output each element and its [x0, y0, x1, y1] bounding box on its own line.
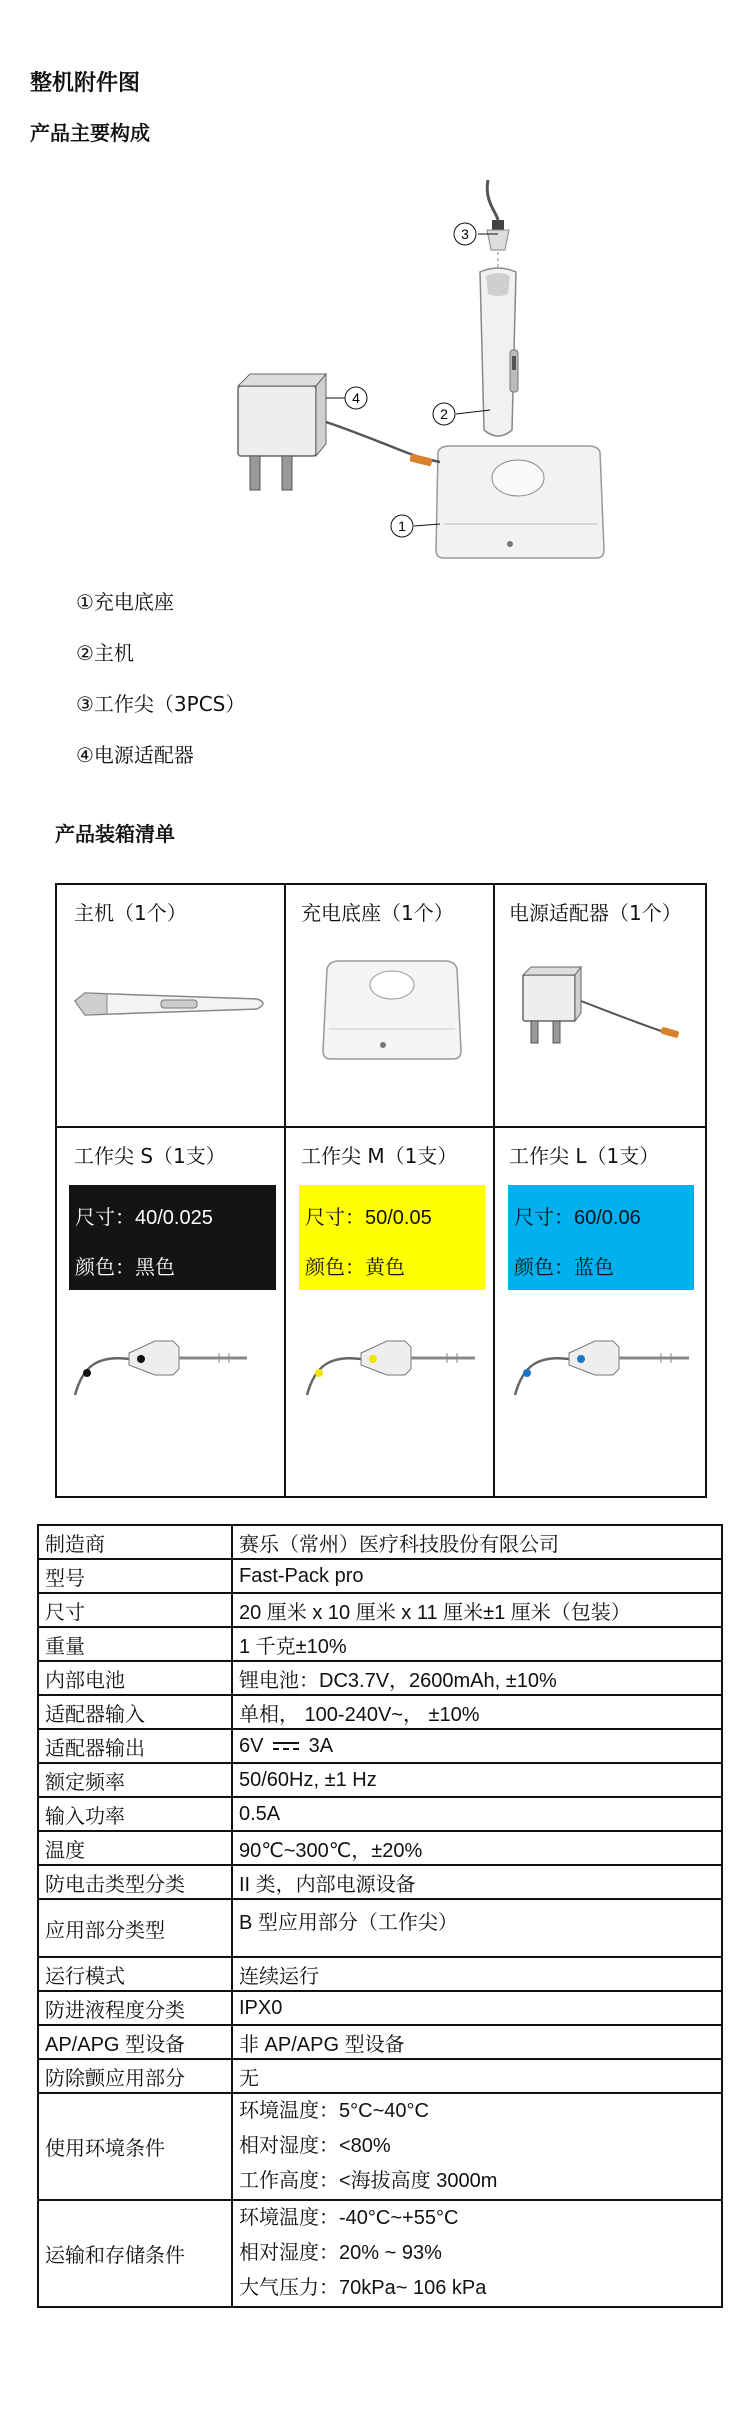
work-tip-body-shape	[487, 230, 509, 250]
spec-value: 90℃~300℃，±20%	[232, 1831, 722, 1865]
table-row	[38, 1957, 722, 1991]
spec-line: 工作高度：<海拔高度 3000m	[239, 2170, 498, 2192]
spec-value: 连续运行	[232, 1957, 722, 1991]
packing-cell-main-unit: 主机（1个）	[74, 901, 187, 925]
spec-key: 重量	[38, 1627, 232, 1661]
svg-text:1: 1	[398, 518, 406, 534]
spec-key: 适配器输入	[38, 1695, 232, 1729]
table-row	[38, 1899, 722, 1957]
callout-4	[345, 387, 367, 409]
spec-value	[232, 2093, 722, 2200]
spec-key: 额定频率	[38, 1763, 232, 1797]
tip-l-image	[509, 1325, 699, 1405]
product-composition-illustration	[0, 160, 750, 580]
svg-text:4: 4	[352, 390, 360, 406]
table-row	[38, 1661, 722, 1695]
table-row	[38, 1831, 722, 1865]
spec-line: 相对湿度：20% ~ 93%	[239, 2242, 442, 2264]
composition-item-adapter: ④电源适配器	[76, 743, 194, 767]
spec-key: 防电击类型分类	[38, 1865, 232, 1899]
spec-key: 温度	[38, 1831, 232, 1865]
table-row	[38, 1593, 722, 1627]
table-row	[38, 2025, 722, 2059]
spec-value: 锂电池：DC3.7V，2600mAh, ±10%	[232, 1661, 722, 1695]
tip-m-color: 颜色：黄色	[305, 1257, 405, 1279]
tip-m-spec-box	[299, 1185, 485, 1290]
spec-value: IPX0	[232, 1991, 722, 2025]
svg-text:3: 3	[461, 226, 469, 242]
spec-key: 运行模式	[38, 1957, 232, 1991]
spec-key: 内部电池	[38, 1661, 232, 1695]
table-row	[38, 1865, 722, 1899]
charging-base-image	[317, 955, 467, 1065]
spec-key: 运输和存储条件	[38, 2200, 232, 2307]
spec-key: 适配器输出	[38, 1729, 232, 1763]
callout-2	[433, 403, 455, 425]
spec-key: AP/APG 型设备	[38, 2025, 232, 2059]
table-row	[38, 2200, 722, 2307]
table-row	[38, 1991, 722, 2025]
tip-s-color: 颜色：黑色	[75, 1257, 175, 1279]
spec-line: 相对湿度：<80%	[239, 2135, 391, 2157]
work-tip-needle-shape	[487, 180, 498, 220]
table-row	[38, 1763, 722, 1797]
table-row	[38, 2059, 722, 2093]
spec-value: 50/60Hz, ±1 Hz	[232, 1763, 722, 1797]
table-row	[38, 1627, 722, 1661]
composition-item-work-tips: ③工作尖（3PCS）	[76, 692, 246, 716]
dc-symbol-icon	[271, 1739, 301, 1753]
specifications-table	[37, 1524, 723, 2308]
packing-cell-adapter: 电源适配器（1个）	[509, 901, 682, 925]
work-tip-top-shape	[492, 220, 504, 230]
tip-s-title: 工作尖 S（1支）	[74, 1144, 226, 1168]
spec-value	[232, 2200, 722, 2307]
composition-item-charging-base: ①充电底座	[76, 590, 174, 614]
spec-key: 防进液程度分类	[38, 1991, 232, 2025]
table-row	[38, 1525, 722, 1559]
adapter-body-shape	[238, 386, 316, 456]
composition-item-main-unit: ②主机	[76, 641, 134, 665]
tip-s-image	[69, 1325, 269, 1405]
adapter-output-voltage: 6V	[239, 1734, 264, 1757]
spec-line: 环境温度：5°C~40°C	[239, 2100, 429, 2122]
table-row	[38, 1695, 722, 1729]
packing-title: 产品装箱清单	[55, 822, 175, 846]
spec-value: 0.5A	[232, 1797, 722, 1831]
table-row	[38, 1797, 722, 1831]
tip-s-spec-box	[69, 1185, 276, 1290]
table-row	[38, 1559, 722, 1593]
spec-line: 大气压力：70kPa~ 106 kPa	[239, 2277, 487, 2299]
spec-key: 使用环境条件	[38, 2093, 232, 2200]
spec-value: 赛乐（常州）医疗科技股份有限公司	[232, 1525, 722, 1559]
spec-key: 应用部分类型	[38, 1899, 232, 1957]
table-row	[38, 2093, 722, 2200]
tip-l-title: 工作尖 L（1支）	[509, 1144, 660, 1168]
spec-value: 1 千克±10%	[232, 1627, 722, 1661]
tip-m-image	[301, 1325, 487, 1405]
adapter-cable-shape	[326, 422, 440, 462]
packing-cell-charging-base: 充电底座（1个）	[301, 901, 454, 925]
page-title: 整机附件图	[30, 71, 141, 96]
tip-m-size: 尺寸：50/0.05	[305, 1207, 432, 1229]
tip-m-title: 工作尖 M（1支）	[301, 1144, 458, 1168]
spec-value: 非 AP/APG 型设备	[232, 2025, 722, 2059]
main-unit-image	[67, 965, 277, 1045]
callout-3	[454, 223, 476, 245]
spec-key: 防除颤应用部分	[38, 2059, 232, 2093]
adapter-output-current: 3A	[308, 1734, 334, 1757]
spec-value: 20 厘米 x 10 厘米 x 11 厘米±1 厘米（包装）	[232, 1593, 722, 1627]
spec-value: 单相， 100-240V~， ±10%	[232, 1695, 722, 1729]
spec-key: 制造商	[38, 1525, 232, 1559]
tip-l-size: 尺寸：60/0.06	[514, 1207, 641, 1229]
tip-l-spec-box	[508, 1185, 694, 1290]
packing-list-table	[55, 883, 707, 1498]
table-row	[38, 1729, 722, 1763]
spec-key: 型号	[38, 1559, 232, 1593]
callout-1	[391, 515, 413, 537]
spec-key: 尺寸	[38, 1593, 232, 1627]
spec-value: Fast-Pack pro	[232, 1559, 722, 1593]
tip-l-color: 颜色：蓝色	[514, 1257, 614, 1279]
spec-value: B 型应用部分（工作尖）	[232, 1899, 722, 1957]
spec-value	[232, 1729, 722, 1763]
spec-line: 环境温度：-40°C~+55°C	[239, 2207, 459, 2229]
spec-value: II 类，内部电源设备	[232, 1865, 722, 1899]
spec-value: 无	[232, 2059, 722, 2093]
adapter-image	[517, 961, 697, 1071]
tip-s-size: 尺寸：40/0.025	[75, 1207, 213, 1229]
composition-title: 产品主要构成	[30, 121, 150, 145]
spec-key: 输入功率	[38, 1797, 232, 1831]
svg-text:2: 2	[440, 406, 448, 422]
